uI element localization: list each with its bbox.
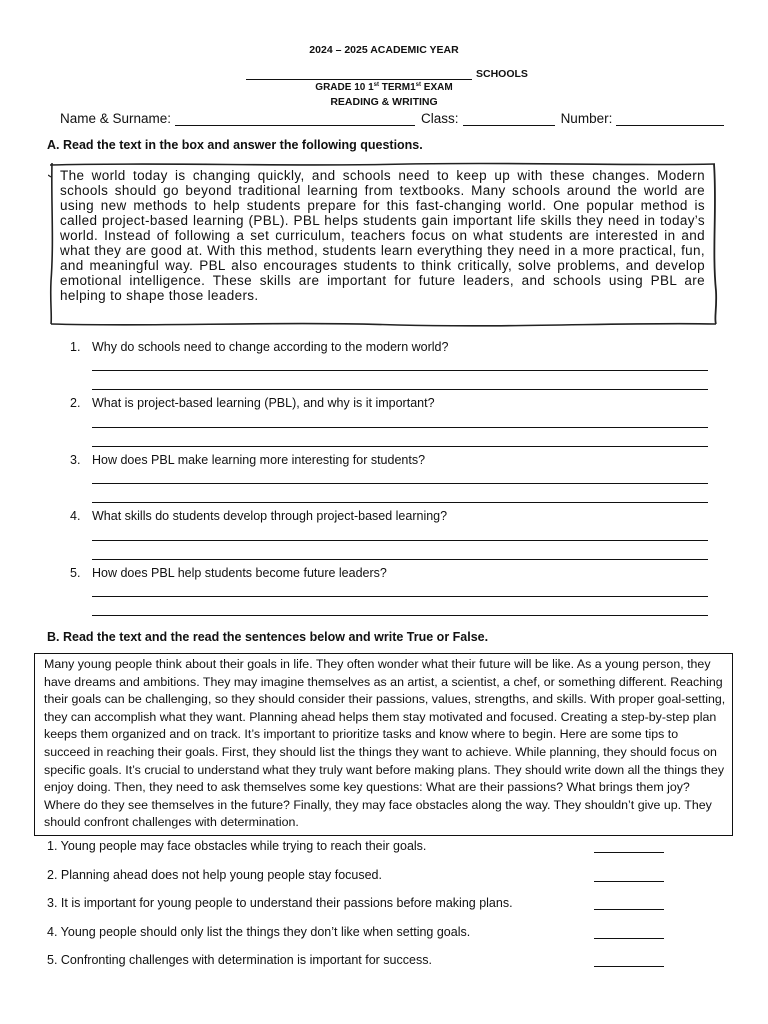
school-name-blank[interactable] — [246, 70, 472, 80]
academic-year: 2024 – 2025 ACADEMIC YEAR — [309, 44, 459, 56]
true-false-blank[interactable] — [594, 938, 664, 939]
question-3 — [70, 453, 425, 467]
exam-sup-2: st — [415, 82, 422, 88]
answer-line[interactable] — [92, 427, 708, 428]
statement-1: 1. Young people may face obstacles while trying to reach their goals. — [47, 839, 427, 853]
question-2 — [70, 396, 435, 410]
section-b-instruction: B. Read the text and the read the sentences below and write True or False. — [47, 630, 489, 644]
class-label: Class: — [421, 111, 459, 126]
answer-line[interactable] — [92, 559, 708, 560]
answer-line[interactable] — [92, 540, 708, 541]
question-2-text: What is project-based learning (PBL), and why is it important? — [92, 396, 435, 410]
question-4-text: What skills do students develop through project-based learning? — [92, 509, 448, 523]
exam-sup-1: st — [373, 82, 379, 88]
class-field[interactable] — [463, 112, 555, 126]
number-field[interactable] — [616, 112, 724, 126]
question-1 — [70, 340, 448, 354]
answer-line[interactable] — [92, 446, 708, 447]
answer-line[interactable] — [92, 502, 708, 503]
question-2-number: 2. — [70, 396, 81, 410]
section-b-passage: Many young people think about their goals in life. They often wonder what their future will be like. As a young person, they have dreams and ambitions. They may imagine themselves as an artist, a scientist, a chef, or something different. Reaching their goals can be challenging, so they should consider their passions, values, strengths, and skills. With proper goal-setting, they can accomplish what they want. Planning ahead helps them stay motivated and focused. Creating a step-by-step plan keeps them organized and on track. It’s important to prioritize tasks and know where to begin. Here are some tips to succeed in reaching their goals. First, they should list the things they want to achieve. While planning, they should focus on specific goals. It’s crucial to understand what they truly want before making plans. They should write down all the things they enjoy doing. Then, they need to ask themselves some key questions: What are their passions? What brings them joy? Where do they see themselves in the future? Finally, they may face obstacles along the way. They shouldn’t give up. They should confront challenges with determination. — [44, 657, 726, 830]
answer-line[interactable] — [92, 389, 708, 390]
question-4-number: 4. — [70, 509, 81, 523]
true-false-blank[interactable] — [594, 966, 664, 967]
subject-title: READING & WRITING — [330, 96, 438, 108]
question-1-number: 1. — [70, 340, 81, 354]
section-a-passage: The world today is changing quickly, and schools need to keep up with these changes. Modern schools should go beyond traditional learning from textbooks. Many schools around the world are using new methods to help students prepare for this fast-changing world. One popular method is called project-based learning (PBL). PBL helps students gain important life skills they need in today’s world. Instead of following a set curriculum, teachers focus on what students are interested in and what they are good at. With this method, students learn everything they need in a more practical, fun, and meaningful way. PBL also encourages students to think critically, solve problems, and develop emotional intelligence. These skills are important for future leaders, and schools using PBL are helping to shape those leaders. — [60, 168, 705, 303]
answer-line[interactable] — [92, 596, 708, 597]
student-info-row — [60, 111, 730, 126]
true-false-blank[interactable] — [594, 881, 664, 882]
true-false-blank[interactable] — [594, 909, 664, 910]
number-label: Number: — [560, 111, 613, 126]
question-3-text: How does PBL make learning more interesting for students? — [92, 453, 426, 467]
answer-line[interactable] — [92, 615, 708, 616]
true-false-blank[interactable] — [594, 852, 664, 853]
answer-line[interactable] — [92, 483, 708, 484]
exam-title — [0, 82, 768, 93]
question-5-number: 5. — [70, 566, 81, 580]
question-5-text: How does PBL help students become future leaders? — [92, 566, 387, 580]
exam-word: EXAM — [421, 82, 453, 93]
school-name-row — [246, 68, 528, 80]
question-3-number: 3. — [70, 453, 81, 467]
statement-2: 2. Planning ahead does not help young people stay focused. — [47, 868, 382, 882]
section-a-instruction: A. Read the text in the box and answer the following questions. — [47, 138, 423, 152]
exam-grade: GRADE 10 1 — [315, 82, 374, 93]
schools-label: SCHOOLS — [476, 68, 528, 80]
name-field[interactable] — [175, 112, 415, 126]
statement-4: 4. Young people should only list the things they don’t like when setting goals. — [47, 925, 471, 939]
question-1-text: Why do schools need to change according to the modern world? — [92, 340, 449, 354]
exam-term: TERM1 — [379, 82, 416, 93]
question-5 — [70, 566, 387, 580]
answer-line[interactable] — [92, 370, 708, 371]
statement-3: 3. It is important for young people to understand their passions before making plans. — [47, 896, 513, 910]
statement-5: 5. Confronting challenges with determination is important for success. — [47, 953, 432, 967]
question-4 — [70, 509, 447, 523]
name-label: Name & Surname: — [60, 111, 172, 126]
